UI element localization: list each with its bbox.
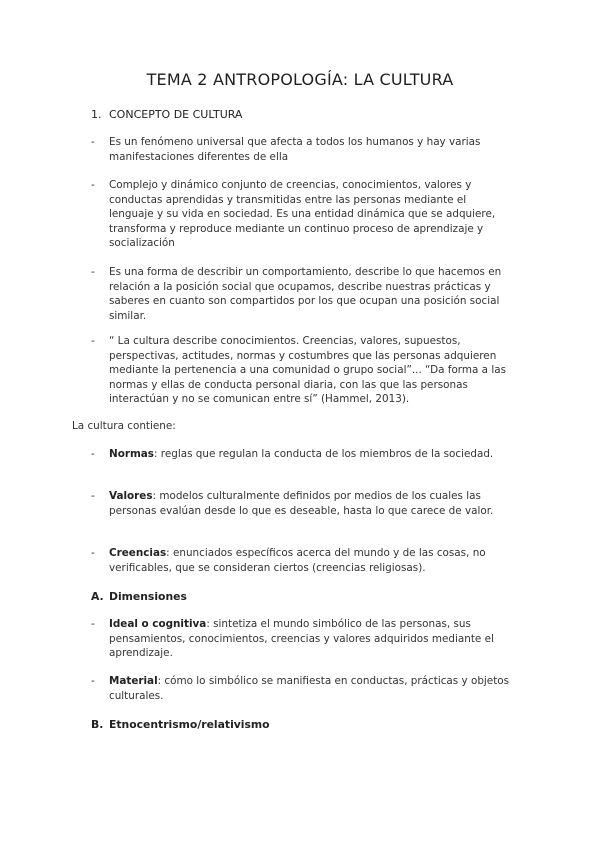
bullet-dash: - [91,266,95,278]
bullet-dash: - [91,179,95,191]
definition-text: : enunciados específicos acerca del mundo y de las cosas, no verificables, que se consideran ciertos (creencias religiosas). [109,547,486,574]
list-item [91,447,511,462]
section-number: 1. [91,108,102,121]
subsection-heading-a [91,590,187,603]
contains-label: La cultura contiene: [72,420,176,432]
list-item [91,674,511,703]
section-label: CONCEPTO DE CULTURA [109,108,243,121]
bullet-text: Complejo y dinámico conjunto de creencias, conocimientos, valores y conductas aprendidas y transmitidas entre las personas mediante el lenguaje y su vida en sociedad. Es una entidad dinámica que se adquiere, transforma y reproduce mediante un continuo proceso de aprendizaje y socialización [109,179,496,250]
term-valores: Valores [109,490,153,502]
definition-text: : reglas que regulan la conducta de los miembros de la sociedad. [153,448,494,460]
bullet-dash: - [91,335,95,347]
list-item [91,334,511,407]
subsection-label: Etnocentrismo/relativismo [109,718,270,731]
subsection-label: Dimensiones [109,590,187,603]
subsection-heading-b [91,718,270,731]
bullet-text: Es un fenómeno universal que afecta a todos los humanos y hay varias manifestaciones diferentes de ella [109,136,481,163]
subsection-letter: B. [91,718,104,731]
page-title: TEMA 2 ANTROPOLOGÍA: LA CULTURA [146,70,454,89]
definition-text: : cómo lo simbólico se manifiesta en conductas, prácticas y objetos culturales. [109,675,510,702]
section-heading-1 [91,108,242,121]
list-item [91,178,511,251]
bullet-text: Es una forma de describir un comportamiento, describe lo que hacemos en relación a la posición social que ocupamos, describe nuestras prácticas y saberes en cuanto son compartidos por los que ocupan una posición social similar. [109,266,502,322]
list-item [91,135,511,164]
list-item [91,489,511,518]
bullet-text: “ La cultura describe conocimientos. Creencias, valores, supuestos, perspectivas, actitudes, normas y costumbres que las personas adquieren mediante la pertenencia a una comunidad o grupo social”... “Da forma a las normas y ellas de conducta personal diaria, con las que las personas interactúan y no se comunican entre sí” (Hammel, 2013). [109,335,507,406]
bullet-dash: - [91,136,95,148]
term-creencias: Creencias [109,547,167,559]
bullet-dash: - [91,490,95,502]
definition-text: : sintetiza el mundo simbólico de las personas, sus pensamientos, conocimientos, creencias y valores adquiridos mediante el aprendizaje. [109,618,494,660]
list-item [91,265,511,323]
bullet-dash: - [91,448,95,460]
list-item [91,617,511,661]
term-material: Material [109,675,158,687]
list-item [91,546,511,575]
term-normas: Normas [109,448,154,460]
definition-text: : modelos culturalmente definidos por medios de los cuales las personas evalúan desde lo que es deseable, hasta lo que carece de valor. [109,490,494,517]
subsection-letter: A. [91,590,104,603]
bullet-dash: - [91,675,95,687]
bullet-dash: - [91,547,95,559]
bullet-dash: - [91,618,95,630]
term-ideal-cognitiva: Ideal o cognitiva [109,618,207,630]
